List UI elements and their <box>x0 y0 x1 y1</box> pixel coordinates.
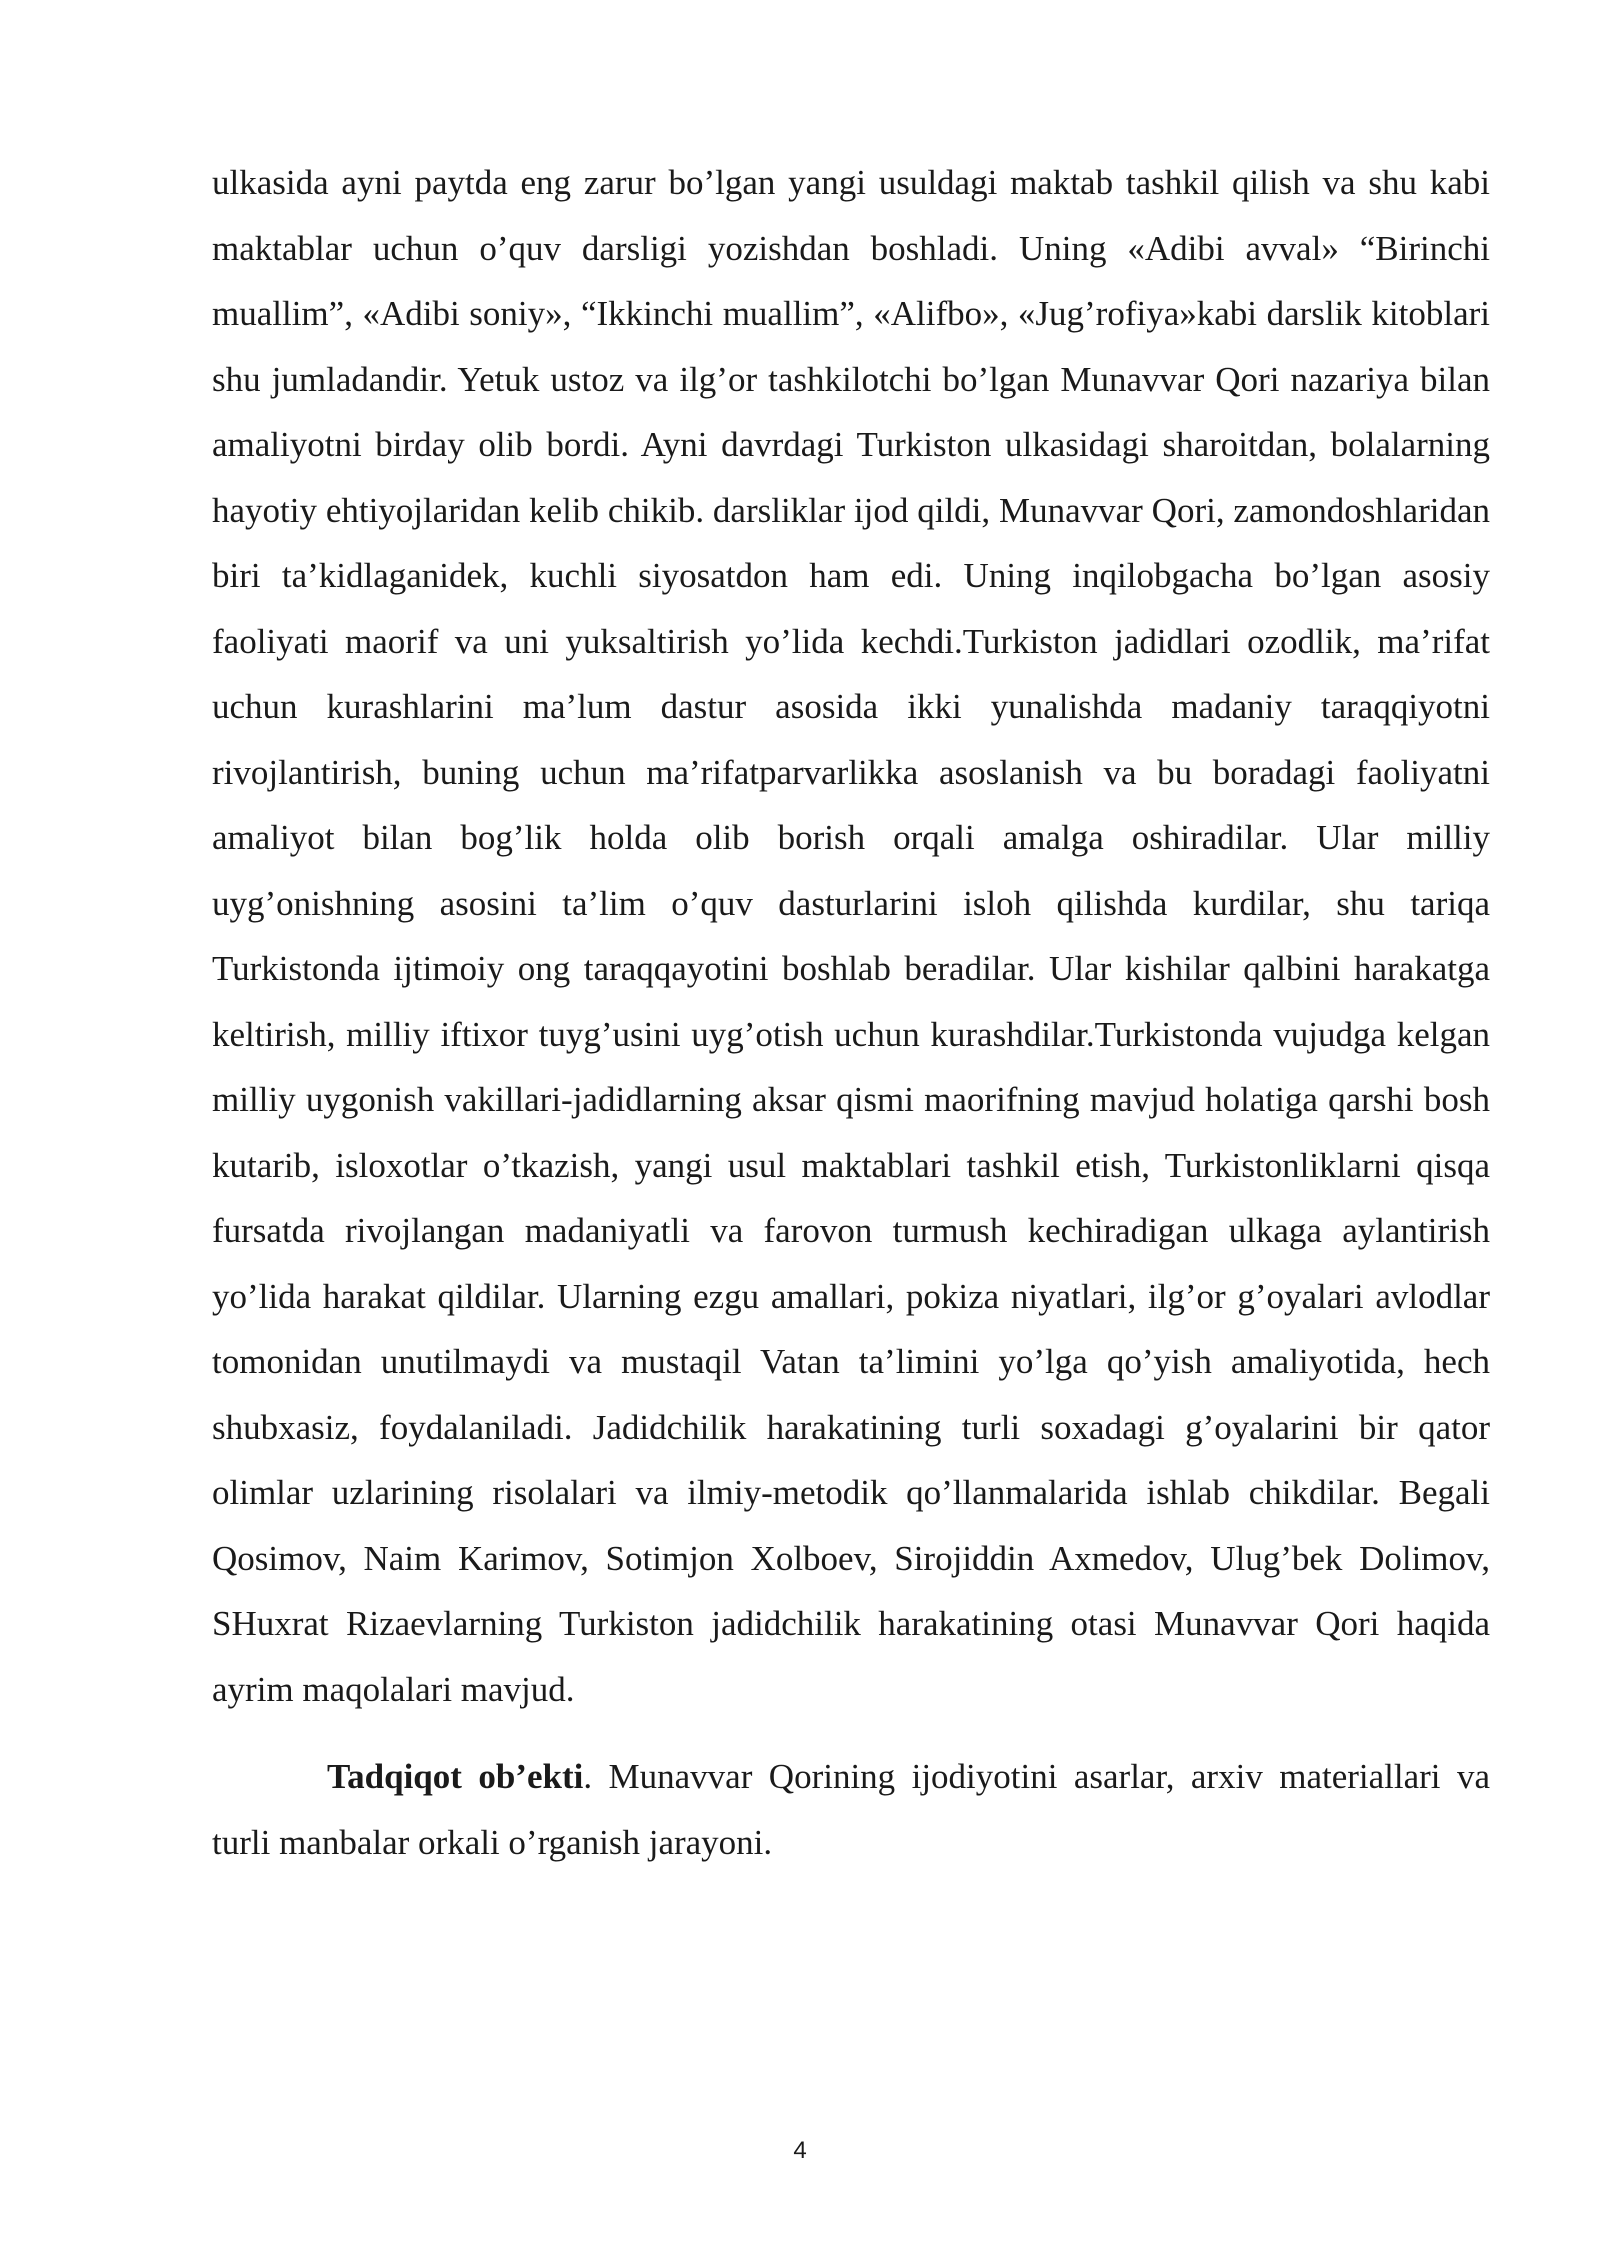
body-paragraph: ulkasida ayni paytda eng zarur bo’lgan yangi usuldagi maktab tashkil qilish va shu kabi maktablar uchun o’quv darsligi yozishdan boshladi. Uning «Adibi avval» “Birinchi muallim”, «Adibi soniy», “Ikkinchi muallim”, «Alifbo», «Jug’rofiya»kabi darslik kitoblari shu jumladandir. Yetuk ustoz va ilg’or tashkilotchi bo’lgan Munavvar Qori nazariya bilan amaliyotni birday olib bordi. Ayni davrdagi Turkiston ulkasidagi sharoitdan, bolalarning hayotiy ehtiyojlaridan kelib chikib. darsliklar ijod qildi, Munavvar Qori, zamondoshlaridan biri ta’kidlaganidek, kuchli siyosatdon ham edi. Uning inqilobgacha bo’lgan asosiy faoliyati maorif va uni yuksaltirish yo’lida kechdi.Turkiston jadidlari ozodlik, ma’rifat uchun kurashlarini ma’lum dastur asosida ikki yunalishda madaniy taraqqiyotni rivojlantirish, buning uchun ma’rifatparvarlikka asoslanish va bu boradagi faoliyatni amaliyot bilan bog’lik holda olib borish orqali amalga oshiradilar. Ular milliy uyg’onishning asosini ta’lim o’quv dasturlarini isloh qilishda kurdilar, shu tariqa Turkistonda ijtimoiy ong taraqqayotini boshlab beradilar. Ular kishilar qalbini harakatga keltirish, milliy iftixor tuyg’usini uyg’otish uchun kurashdilar.Turkistonda vujudga kelgan milliy uygonish vakillari-jadidlarning aksar qismi maorifning mavjud holatiga qarshi bosh kutarib, isloxotlar o’tkazish, yangi usul maktablari tashkil etish, Turkistonliklarni qisqa fursatda rivojlangan madaniyatli va farovon turmush kechiradigan ulkaga aylantirish yo’lida harakat qildilar. Ularning ezgu amallari, pokiza niyatlari, ilg’or g’oyalari avlodlar tomonidan unutilmaydi va mustaqil Vatan ta’limini yo’lga qo’yish amaliyotida, hech shubxasiz, foydalaniladi. Jadidchilik harakatining turli soxadagi g’oyalarini bir qator olimlar uzlarining risolalari va ilmiy-metodik qo’llanmalarida ishlab chikdilar. Begali Qosimov, Naim Karimov, Sotimjon Xolboev, Sirojiddin Axmedov, Ulug’bek Dolimov, SHuxrat Rizaevlarning Turkiston jadidchilik harakatining otasi Munavvar Qori haqida ayrim maqolalari mavjud. <box>212 163 1490 1709</box>
page-number: 4 <box>793 2137 807 2164</box>
research-object-paragraph <box>212 1744 1490 1875</box>
research-object-heading: Tadqiqot ob’ekti <box>327 1757 584 1796</box>
document-page <box>212 150 1490 1875</box>
research-object-text: . Munavvar Qorining ijodiyotini asarlar, arxiv materiallari va turli manbalar orkali o’rganish jarayoni. <box>212 1757 1490 1862</box>
